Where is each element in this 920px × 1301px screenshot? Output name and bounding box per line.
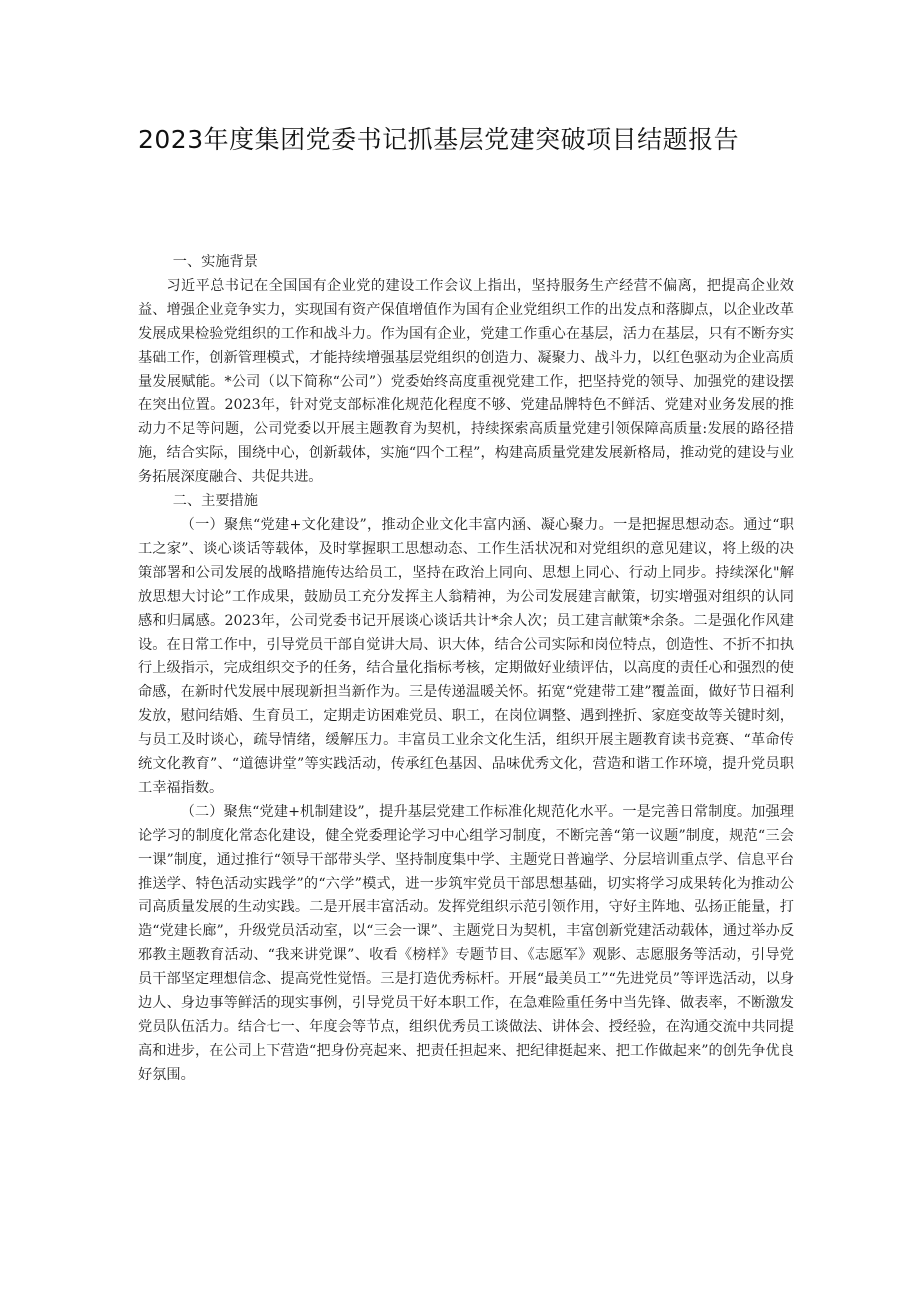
paragraph-culture-building: （一）聚焦“党建+文化建设”，推动企业文化丰富内涵、凝心聚力。一是把握思想动态。通过“职工之家”、谈心谈话等载体，及时掌握职工思想动态、工作生活状况和对党组织的意见建议，将上级的决策部署和公司发展的战略措施传达给员工，坚持在政治上同向、思想上同心、行动上同步。持续深化"解放思想大讨论”工作成果，鼓励员工充分发挥主人翁精神，为公司发展建言献策，切实增强对组织的认同感和归属感。2023年，公司党委书记开展谈心谈话共计*余人次；员工建言献策*余条。二是强化作风建设。在日常工作中，引导党员干部自觉讲大局、识大体，结合公司实际和岗位特点，创造性、不折不扣执行上级指示，完成组织交予的任务，结合量化指标考核，定期做好业绩评估，以高度的责任心和强烈的使命感，在新时代发展中展现新担当新作为。三是传递温暖关怀。拓宽“党建带工建”覆盖面，做好节日福利发放，慰问结婚、生育员工，定期走访困难党员、职工，在岗位调整、遇到挫折、家庭变故等关键时刻，与员工及时谈心，疏导情绪，缓解压力。丰富员工业余文化生活，组织开展主题教育读书竞赛、“革命传统文化教育”、“道德讲堂”等实践活动，传承红色基因、品味优秀文化，营造和谐工作环境，提升党员职工幸福指数。 <box>138 516 794 796</box>
section-heading-measures: 二、主要措施 <box>172 493 258 510</box>
document-body <box>138 251 794 1088</box>
paragraph-mechanism-building: （二）聚焦“党建+机制建设”，提升基层党建工作标准化规范化水平。一是完善日常制度。加强理论学习的制度化常态化建设，健全党委理论学习中心组学习制度，不断完善“第一议题”制度，规范“三会一课”制度，通过推行“领导干部带头学、坚持制度集中学、主题党日普遍学、分层培训重点学、信息平台推送学、特色活动实践学”的“六学”模式，进一步筑牢党员干部思想基础，切实将学习成果转化为推动公司高质量发展的生动实践。二是开展丰富活动。发挥党组织示范引领作用，守好主阵地、弘扬正能量，打造“党建长廊”，升级党员活动室，以“三会一课”、主题党日为契机，丰富创新党建活动载体，通过举办反邪教主题教育活动、“我来讲党课”、收看《榜样》专题节目、《志愿军》观影、志愿服务等活动，引导党员干部坚定理想信念、提高党性觉悟。三是打造优秀标杆。开展“最美员工”“先进党员”等评选活动，以身边人、身边事等鲜活的现实事例，引导党员干好本职工作，在急难险重任务中当先锋、做表率，不断激发党员队伍活力。结合七一、年度会等节点，组织优秀员工谈做法、讲体会、授经验，在沟通交流中共同提高和进步，在公司上下营造“把身份亮起来、把责任担起来、把纪律挺起来、把工作做起来”的创先争优良好氛围。 <box>138 803 795 1083</box>
section-heading-background: 一、实施背景 <box>172 254 258 270</box>
paragraph-background: 习近平总书记在全国国有企业党的建设工作会议上指出，坚持服务生产经营不偏离，把提高企业效益、增强企业竞争实力，实现国有资产保值增值作为国有企业党组织工作的出发点和落脚点，以企业改革发展成果检验党组织的工作和战斗力。作为国有企业，党建工作重心在基层，活力在基层，只有不断夯实基础工作，创新管理模式，才能持续增强基层党组织的创造力、凝聚力、战斗力，以红色驱动为企业高质量发展赋能。*公司（以下简称“公司”）党委始终高度重视党建工作，把坚持党的领导、加强党的建设摆在突出位置。2023年，针对党支部标准化规范化程度不够、党建品牌特色不鲜活、党建对业务发展的推动力不足等问题，公司党委以开展主题教育为契机，持续探索高质量党建引领保障高质量:发展的路径措施，结合实际，围绕中心，创新载体，实施“四个工程”，构建高质量党建发展新格局，推动党的建设与业务拓展深度融合、共促共进。 <box>138 277 794 486</box>
document-title: 2023年度集团党委书记抓基层党建突破项目结题报告 <box>138 125 740 154</box>
